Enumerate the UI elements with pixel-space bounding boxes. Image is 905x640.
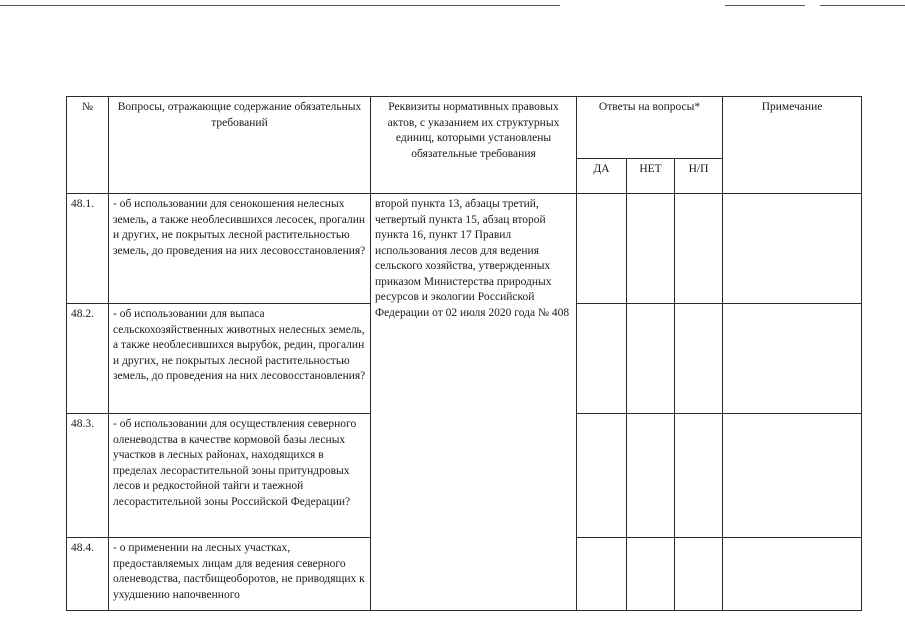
row-number: 48.4. bbox=[67, 538, 109, 611]
row-number: 48.2. bbox=[67, 304, 109, 414]
answer-no-cell[interactable] bbox=[627, 538, 675, 611]
note-cell[interactable] bbox=[723, 538, 862, 611]
answer-no-cell[interactable] bbox=[627, 304, 675, 414]
header-answer-na: Н/П bbox=[675, 159, 723, 194]
header-answer-no: НЕТ bbox=[627, 159, 675, 194]
answer-yes-cell[interactable] bbox=[577, 194, 627, 304]
answer-na-cell[interactable] bbox=[675, 194, 723, 304]
row-question: - об использовании для осуществления северного оленеводства в качестве кормовой базы лесных участков в лесных районах, находящихся в пределах лесорастительной зоны притундровых лесов и редкостойной тайги и таежной лесорастительной зоны Российской Федерации? bbox=[109, 414, 371, 538]
checklist-table bbox=[66, 96, 862, 611]
table-row bbox=[67, 194, 862, 304]
scan-edge-line bbox=[725, 5, 805, 6]
answer-yes-cell[interactable] bbox=[577, 538, 627, 611]
row-number: 48.3. bbox=[67, 414, 109, 538]
answer-no-cell[interactable] bbox=[627, 194, 675, 304]
header-questions: Вопросы, отражающие содержание обязательных требований bbox=[109, 97, 371, 194]
answer-na-cell[interactable] bbox=[675, 304, 723, 414]
requisites-cell: второй пункта 13, абзацы третий, четвертый пункта 15, абзац второй пункта 16, пункт 17 Правил использования лесов для ведения сельского хозяйства, утвержденных приказом Министерства природных ресурсов и экологии Российской Федерации от 02 июля 2020 года № 408 bbox=[371, 194, 577, 611]
header-answer-yes: ДА bbox=[577, 159, 627, 194]
row-question: - об использовании для сенокошения нелесных земель, а также необлесившихся лесосек, прогалин и других, не покрытых лесной растительностью земель, до проведения на них лесовосстановления? bbox=[109, 194, 371, 304]
note-cell[interactable] bbox=[723, 414, 862, 538]
answer-yes-cell[interactable] bbox=[577, 414, 627, 538]
scan-edge-line bbox=[820, 5, 905, 6]
row-question: - об использовании для выпаса сельскохозяйственных животных нелесных земель, а также необлесившихся вырубок, редин, прогалин и других, не покрытых лесной растительностью земель, до проведения на них лесовосстановления? bbox=[109, 304, 371, 414]
answer-no-cell[interactable] bbox=[627, 414, 675, 538]
header-requisites: Реквизиты нормативных правовых актов, с указанием их структурных единиц, которыми установлены обязательные требования bbox=[371, 97, 577, 194]
answer-yes-cell[interactable] bbox=[577, 304, 627, 414]
header-answers: Ответы на вопросы* bbox=[577, 97, 723, 159]
row-number: 48.1. bbox=[67, 194, 109, 304]
row-question: - о применении на лесных участках, предоставляемых лицам для ведения северного оленеводства, пастбищеоборотов, не приводящих к ухудшению напочвенного bbox=[109, 538, 371, 611]
answer-na-cell[interactable] bbox=[675, 538, 723, 611]
header-number: № bbox=[67, 97, 109, 194]
note-cell[interactable] bbox=[723, 304, 862, 414]
header-note: Примечание bbox=[723, 97, 862, 194]
note-cell[interactable] bbox=[723, 194, 862, 304]
scan-edge-line bbox=[0, 5, 560, 6]
answer-na-cell[interactable] bbox=[675, 414, 723, 538]
